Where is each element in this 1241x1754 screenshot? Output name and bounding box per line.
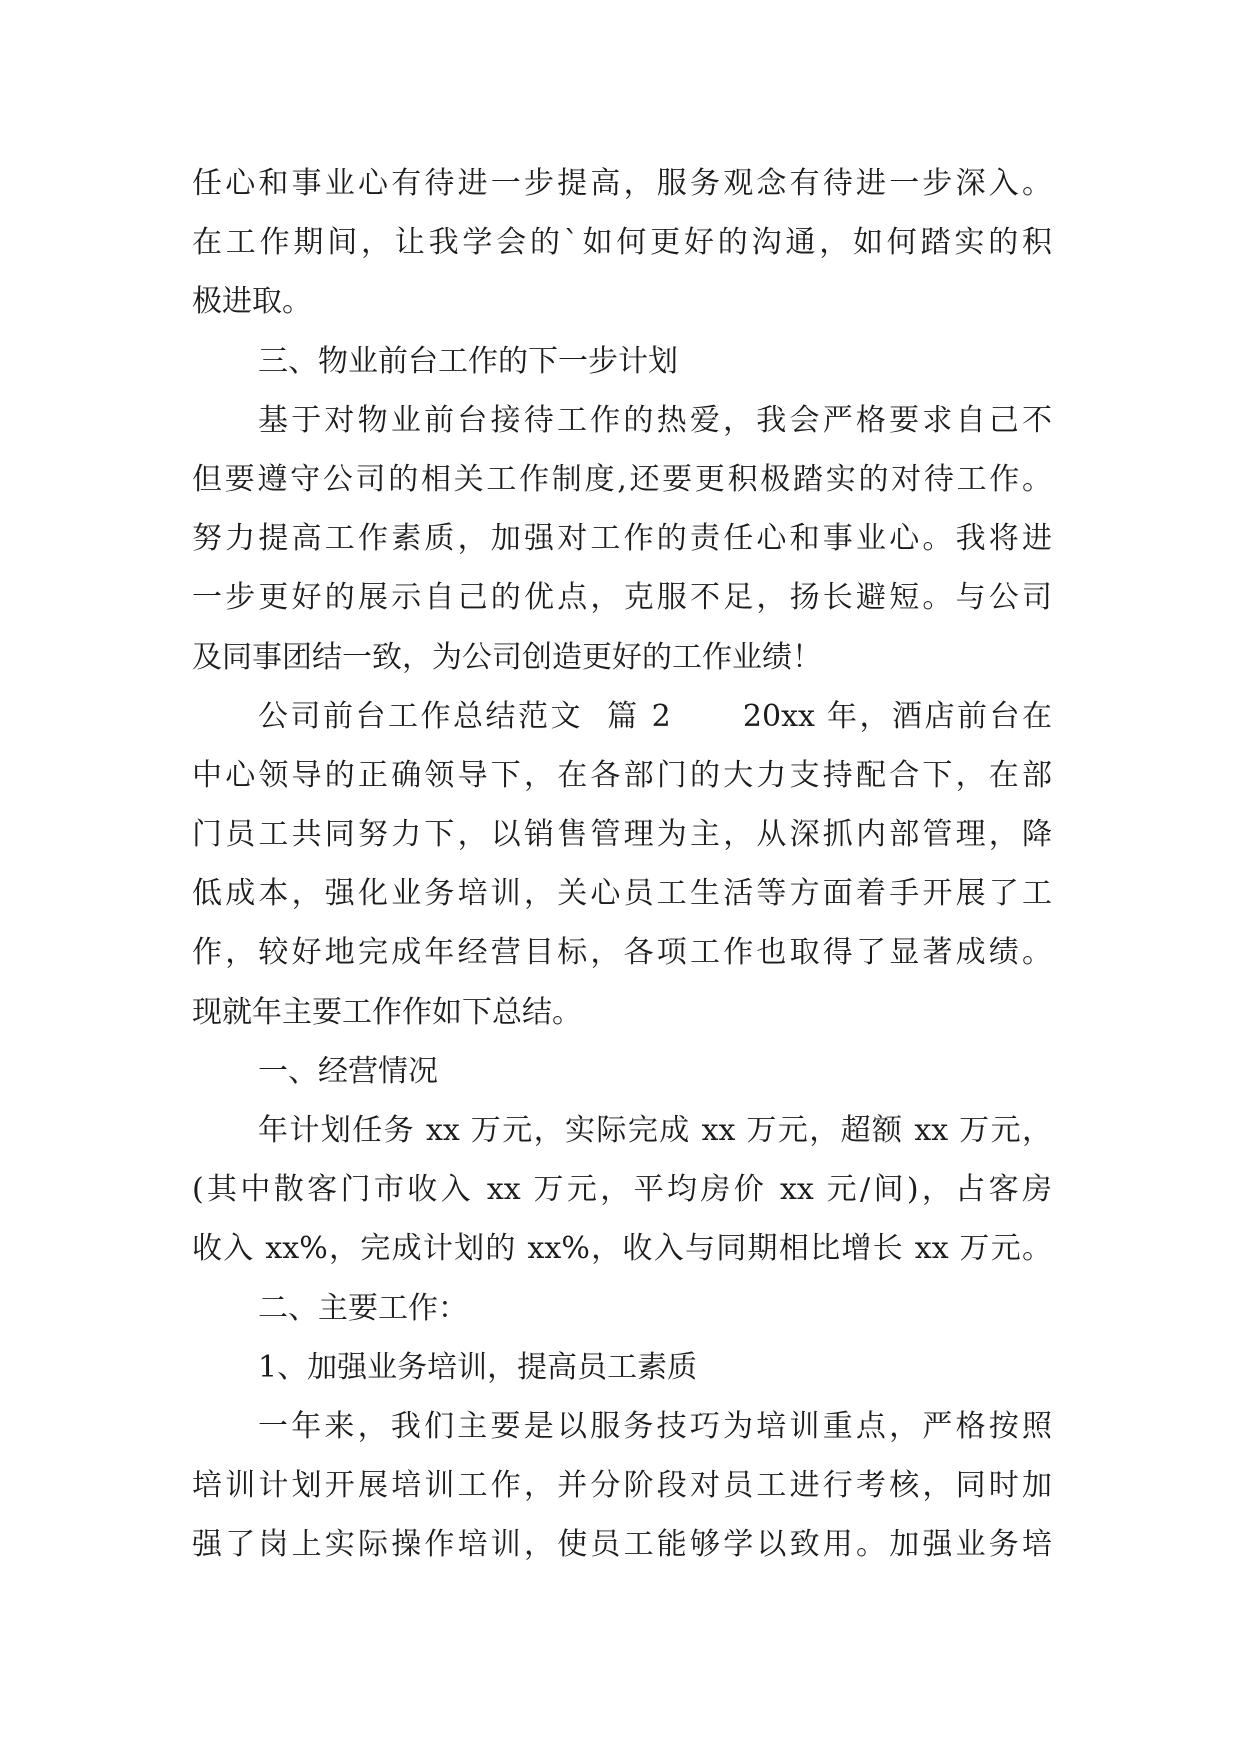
paragraph-line: 作，较好地完成年经营目标，各项工作也取得了显著成绩。: [192, 935, 1052, 971]
paragraph-line: 但要遵守公司的相关工作制度,还要更积极踏实的对待工作。: [192, 461, 1052, 497]
paragraph-line: 现就年主要工作作如下总结。: [192, 994, 582, 1030]
paragraph-line: 及同事团结一致，为公司创造更好的工作业绩！: [192, 639, 822, 675]
paragraph-line: 基于对物业前台接待工作的热爱，我会严格要求自己不: [258, 402, 1052, 438]
paragraph-line: 培训计划开展培训工作，并分阶段对员工进行考核，同时加: [192, 1468, 1052, 1504]
paragraph-line: 在工作期间，让我学会的`如何更好的沟通，如何踏实的积: [192, 225, 1052, 261]
paragraph-line: 任心和事业心有待进一步提高，服务观念有待进一步深入。: [192, 166, 1052, 201]
section-heading: 一、经营情况: [258, 1053, 438, 1089]
paragraph-line: 强了岗上实际操作培训，使员工能够学以致用。加强业务培: [192, 1527, 1052, 1563]
article-title-line: 公司前台工作总结范文 篇 2 20xx 年，酒店前台在: [258, 698, 1052, 734]
paragraph-line: 一步更好的展示自己的优点，克服不足，扬长避短。与公司: [192, 580, 1052, 616]
paragraph-line: 门员工共同努力下，以销售管理为主，从深抓内部管理，降: [192, 817, 1052, 853]
paragraph-line: (其中散客门市收入 xx 万元，平均房价 xx 元/间)，占客房: [192, 1172, 1052, 1208]
paragraph-line: 极进取。: [192, 284, 312, 320]
paragraph-line: 低成本，强化业务培训，关心员工生活等方面着手开展了工: [192, 876, 1052, 912]
section-heading: 三、物业前台工作的下一步计划: [258, 343, 678, 379]
document-body: [192, 154, 1052, 1575]
section-heading: 二、主要工作：: [258, 1290, 468, 1326]
paragraph-line: 中心领导的正确领导下，在各部门的大力支持配合下，在部: [192, 757, 1052, 793]
paragraph-line: 努力提高工作素质，加强对工作的责任心和事业心。我将进: [192, 521, 1052, 557]
paragraph-line: 一年来，我们主要是以服务技巧为培训重点，严格按照: [258, 1408, 1052, 1444]
paragraph-line: 收入 xx%，完成计划的 xx%，收入与同期相比增长 xx 万元。: [192, 1231, 1052, 1267]
paragraph-line: 年计划任务 xx 万元，实际完成 xx 万元，超额 xx 万元，: [258, 1113, 1052, 1148]
subsection-heading: 1、加强业务培训，提高员工素质: [258, 1349, 698, 1385]
